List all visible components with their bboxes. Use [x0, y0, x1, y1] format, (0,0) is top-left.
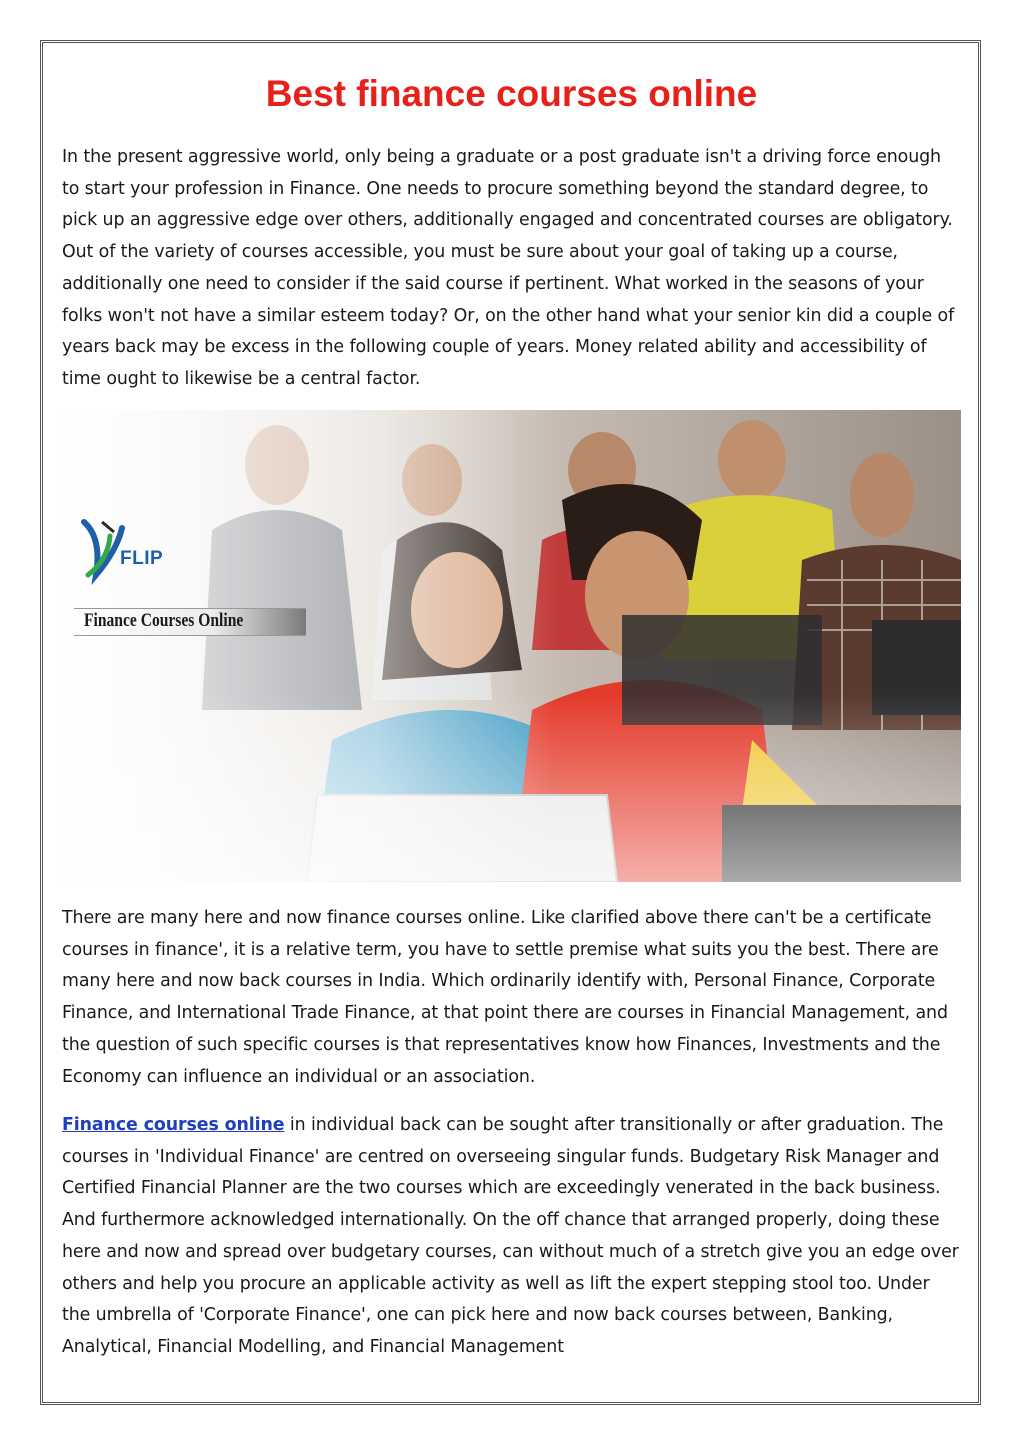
page-title: Best finance courses online [265, 73, 758, 114]
students-illustration [62, 410, 961, 882]
link-paragraph [62, 1110, 962, 1364]
intro-paragraph: In the present aggressive world, only being a graduate or a post graduate isn't a driving force enough to start your profession in Finance. One needs to procure something beyond the standard degree, to pick up an aggressive edge over others, additionally engaged and concentrated courses are obligatory. Out of the variety of courses accessible, you must be sure about your goal of taking up a course, additionally one need to consider if the said course if pertinent. What worked in the seasons of your folks won't not have a similar esteem today? Or, on the other hand what your senior kin did a couple of years back may be excess in the following couple of years. Money related ability and accessibility of time ought to likewise be a central factor. [62, 147, 955, 389]
image-caption: Finance Courses Online [84, 610, 244, 631]
courses-paragraph: There are many here and now finance courses online. Like clarified above there can't be a certificate courses in finance', it is a relative term, you have to settle premise what suits you the best. There are many here and now back courses in India. Which ordinarily identify with, Personal Finance, Corporate Finance, and International Trade Finance, at that point there are courses in Financial Management, and the question of such specific courses is that representatives know how Finances, Investments and the Economy can influence an individual or an association. [62, 908, 948, 1087]
finance-courses-link[interactable]: Finance courses online [62, 1115, 285, 1135]
logo-text: FLIP [120, 548, 164, 569]
students-photo [62, 410, 961, 882]
link-paragraph-text: in individual back can be sought after transitionally or after graduation. The courses in 'Individual Finance' are centred on overseeing singular funds. Budgetary Risk Manager and Certified Financial Planner are the two courses which are exceedingly venerated in the back business. And furthermore acknowledged internationally. On the off chance that arranged properly, doing these here and now and spread over budgetary courses, can without much of a stretch give you an edge over others and help you procure an applicable activity as well as lift the expert stepping stool too. Under the umbrella of 'Corporate Finance', one can pick here and now back courses between, Banking, Analytical, Financial Modelling, and Financial Management [62, 1115, 959, 1357]
